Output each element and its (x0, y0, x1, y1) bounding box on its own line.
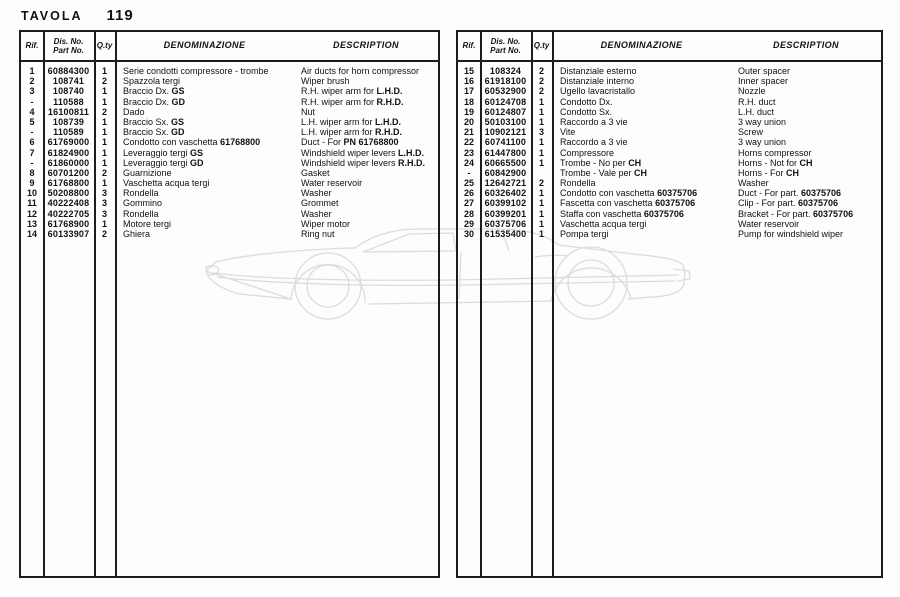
parts-table-right (456, 30, 883, 578)
table-row (458, 229, 881, 239)
desc-cell: 3 way union (738, 137, 787, 148)
qty-cell: 1 (538, 157, 544, 168)
part-no-header (43, 37, 94, 56)
part-cell: 108324 (489, 66, 522, 76)
desc-cell: Duct - For part. 60375706 (738, 188, 842, 199)
desc-cell: L.H. wiper arm for R.H.D. (301, 127, 403, 138)
desc-cell: R.H. wiper arm for R.H.D. (301, 96, 404, 107)
rif-cell: 27 (463, 198, 474, 209)
den-cell: Braccio Dx. GS (123, 86, 185, 97)
den-cell: Condotto Sx. (560, 106, 613, 117)
part-cell: 108739 (52, 116, 85, 127)
rif-cell: 12 (26, 208, 37, 219)
rif-cell: 8 (29, 167, 35, 178)
qty-cell: 1 (538, 96, 544, 107)
den-cell: Serie condotti compressore - trombe (123, 66, 269, 76)
den-cell: Gommino (123, 198, 163, 209)
table-row (21, 209, 438, 219)
part-cell: 60842900 (484, 167, 527, 178)
desc-cell: R.H. duct (738, 96, 776, 107)
den-cell: Distanziale interno (560, 76, 635, 87)
part-cell: 61918100 (484, 76, 527, 87)
qty-cell: 2 (101, 167, 107, 178)
rif-cell: 4 (29, 106, 35, 117)
column-divider (94, 32, 96, 576)
part-cell: 40222705 (47, 208, 90, 219)
qty-cell: 1 (101, 178, 107, 189)
dis-no-line: Dis. No. (53, 36, 84, 46)
rif-cell: 28 (463, 208, 474, 219)
rif-cell: 23 (463, 147, 474, 158)
column-divider (43, 32, 45, 576)
desc-cell: 3 way union (738, 116, 787, 127)
qty-cell: 1 (101, 218, 107, 229)
column-divider (480, 32, 482, 576)
part-cell: 16100811 (47, 106, 90, 117)
table-row (458, 188, 881, 198)
part-cell: 61768800 (47, 178, 90, 189)
denominazione-header: DENOMINAZIONE (163, 40, 246, 51)
den-cell: Vite (560, 127, 576, 138)
part-cell: 12642721 (484, 178, 527, 189)
rif-cell: 24 (463, 157, 474, 168)
part-cell: 61535400 (484, 229, 527, 239)
table-row (21, 229, 438, 239)
desc-cell: Wiper motor (301, 218, 351, 229)
qty-cell: 1 (538, 106, 544, 117)
part-cell: 50208800 (47, 188, 90, 199)
part-cell: 60326402 (484, 188, 527, 199)
tavola-label: TAVOLA (21, 9, 83, 23)
rif-cell: - (30, 127, 34, 138)
parts-table-left (19, 30, 440, 578)
desc-cell: Wiper brush (301, 76, 350, 87)
table-row (458, 178, 881, 188)
qty-cell (531, 168, 552, 178)
rif-cell: 29 (463, 218, 474, 229)
desc-cell: Clip - For part. 60375706 (738, 198, 839, 209)
desc-cell: Outer spacer (738, 66, 791, 76)
table-row (21, 137, 438, 147)
denominazione-header: DENOMINAZIONE (600, 40, 683, 51)
den-cell: Rondella (123, 208, 159, 219)
den-cell: Ghiera (123, 229, 151, 239)
den-cell: Staffa con vaschetta 60375706 (560, 208, 684, 219)
table-row (458, 158, 881, 168)
qty-cell: 2 (538, 178, 544, 189)
desc-cell: Bracket - For part. 60375706 (738, 208, 854, 219)
part-cell: 60741100 (484, 137, 527, 148)
den-cell: Trombe - No per CH (560, 157, 642, 168)
table-body-left (21, 62, 438, 239)
rif-cell: - (30, 157, 34, 168)
rif-cell: 7 (29, 147, 35, 158)
part-cell: 60701200 (47, 167, 90, 178)
rif-cell: 19 (463, 106, 474, 117)
part-cell: 110588 (53, 96, 84, 107)
rif-cell: 11 (27, 198, 37, 209)
page-title (21, 7, 134, 24)
desc-cell: Inner spacer (738, 76, 789, 87)
rif-cell: - (467, 167, 471, 178)
qty-cell: 1 (538, 229, 544, 239)
rif-cell: 22 (463, 137, 474, 148)
description-header: DESCRIPTION (773, 40, 839, 51)
rif-cell: 5 (29, 116, 35, 127)
table-row (458, 76, 881, 86)
rif-cell: 25 (463, 178, 474, 189)
desc-cell: Water reservoir (738, 218, 800, 229)
desc-cell: Air ducts for horn compressor (301, 66, 420, 76)
qty-cell: 1 (101, 157, 107, 168)
part-cell: 60133907 (47, 229, 90, 239)
table-row (21, 168, 438, 178)
den-cell: Motore tergi (123, 218, 172, 229)
table-row (458, 117, 881, 127)
part-cell: 60124807 (484, 106, 527, 117)
tavola-number: 119 (106, 7, 134, 24)
rif-cell: 2 (29, 76, 35, 87)
column-divider (552, 32, 554, 576)
qty-cell: 1 (538, 137, 544, 148)
qty-cell: 1 (101, 147, 107, 158)
den-cell: Vaschetta acqua tergi (123, 178, 210, 189)
den-cell: Rondella (123, 188, 159, 199)
rif-cell: 30 (463, 229, 474, 239)
qty-cell: 1 (538, 198, 544, 209)
desc-cell: Water reservoir (301, 178, 363, 189)
den-cell: Leveraggio tergi GS (123, 147, 204, 158)
part-cell: 60884300 (47, 66, 90, 76)
den-cell: Dado (123, 106, 145, 117)
part-cell: 61860000 (47, 157, 90, 168)
den-cell: Rondella (560, 178, 596, 189)
rif-header: Rif. (25, 41, 39, 51)
table-row (21, 198, 438, 208)
den-cell: Braccio Sx. GS (123, 116, 185, 127)
desc-cell: Ring nut (301, 229, 335, 239)
table-row (21, 148, 438, 158)
table-row (458, 97, 881, 107)
table-row (458, 137, 881, 147)
table-row (21, 107, 438, 117)
table-row (458, 209, 881, 219)
part-cell: 61447800 (484, 147, 527, 158)
rif-cell: 15 (463, 66, 474, 76)
part-cell: 60399102 (484, 198, 527, 209)
description-header: DESCRIPTION (333, 40, 399, 51)
part-cell: 61769000 (47, 137, 90, 148)
desc-cell: Screw (738, 127, 764, 138)
rif-cell: 16 (463, 76, 474, 87)
desc-cell: Washer (301, 188, 332, 199)
part-no-line: Part No. (490, 46, 521, 55)
qty-cell: 3 (101, 198, 107, 209)
table-header-right (458, 32, 881, 62)
den-cell: Raccordo a 3 vie (560, 137, 628, 148)
table-row (458, 219, 881, 229)
table-row (21, 188, 438, 198)
desc-cell: Washer (738, 178, 769, 189)
qty-cell: 2 (538, 76, 544, 87)
qty-cell: 2 (101, 106, 107, 117)
qty-cell: 2 (101, 76, 107, 87)
table-row (458, 66, 881, 76)
den-cell: Braccio Dx. GD (123, 96, 186, 107)
rif-cell: 3 (29, 86, 35, 97)
desc-cell: Nozzle (738, 86, 766, 97)
desc-cell: Windshield wiper levers L.H.D. (301, 147, 425, 158)
qty-cell: 3 (101, 188, 107, 199)
part-no-header (480, 37, 531, 56)
part-cell: 110589 (53, 127, 84, 138)
table-row (21, 178, 438, 188)
desc-cell: Grommet (301, 198, 339, 209)
rif-cell: 10 (26, 188, 37, 199)
table-header-left (21, 32, 438, 62)
table-row (458, 86, 881, 96)
den-cell: Guarnizione (123, 167, 172, 178)
rif-cell: 1 (29, 66, 35, 76)
part-cell: 60375706 (484, 218, 527, 229)
rif-header: Rif. (462, 41, 476, 51)
part-cell: 60399201 (484, 208, 527, 219)
column-divider (531, 32, 533, 576)
rif-cell: - (30, 96, 34, 107)
column-divider (115, 32, 117, 576)
qty-cell: 3 (101, 208, 107, 219)
table-row (21, 127, 438, 137)
table-row (21, 158, 438, 168)
desc-cell: Pump for windshield wiper (738, 229, 844, 239)
den-cell: Condotto con vaschetta 60375706 (560, 188, 698, 199)
part-cell: 60665500 (484, 157, 527, 168)
part-cell: 40222408 (47, 198, 90, 209)
part-cell: 50103100 (484, 116, 527, 127)
den-cell: Condotto con vaschetta 61768800 (123, 137, 261, 148)
qty-cell: 1 (538, 188, 544, 199)
desc-cell: Horns compressor (738, 147, 812, 158)
dis-no-line: Dis. No. (490, 36, 521, 46)
table-row (21, 117, 438, 127)
qty-cell: 1 (101, 96, 107, 107)
qty-cell: 2 (101, 229, 107, 239)
table-row (21, 66, 438, 76)
den-cell: Vaschetta acqua tergi (560, 218, 647, 229)
den-cell: Spazzola tergi (123, 76, 181, 87)
desc-cell: Horns - Not for CH (738, 157, 813, 168)
den-cell: Trombe - Vale per CH (560, 167, 648, 178)
den-cell: Pompa tergi (560, 229, 609, 239)
table-row (21, 97, 438, 107)
qty-cell: 1 (538, 116, 544, 127)
qty-cell: 1 (101, 86, 107, 97)
part-cell: 60532900 (484, 86, 527, 97)
table-row (458, 148, 881, 158)
part-cell: 60124708 (484, 96, 527, 107)
rif-cell: 17 (463, 86, 474, 97)
table-row (458, 168, 881, 178)
qty-cell: 1 (538, 208, 544, 219)
rif-cell: 9 (29, 178, 35, 189)
rif-cell: 18 (463, 96, 474, 107)
part-cell: 10902121 (484, 127, 527, 138)
desc-cell: R.H. wiper arm for L.H.D. (301, 86, 403, 97)
desc-cell: Gasket (301, 167, 330, 178)
den-cell: Compressore (560, 147, 615, 158)
rif-cell: 14 (26, 229, 37, 239)
rif-cell: 13 (26, 218, 37, 229)
qty-cell: 1 (101, 137, 107, 148)
den-cell: Leveraggio tergi GD (123, 157, 204, 168)
den-cell: Condotto Dx. (560, 96, 613, 107)
table-row (458, 107, 881, 117)
qty-header: Q.ty (533, 41, 550, 51)
table-row (21, 219, 438, 229)
table-row (458, 127, 881, 137)
qty-cell: 2 (538, 66, 544, 76)
qty-cell: 1 (101, 127, 107, 138)
table-body-right (458, 62, 881, 239)
part-cell: 108740 (52, 86, 85, 97)
qty-cell: 1 (101, 116, 107, 127)
rif-cell: 20 (463, 116, 474, 127)
qty-cell: 2 (538, 86, 544, 97)
qty-cell: 1 (538, 218, 544, 229)
den-cell: Distanziale esterno (560, 66, 637, 76)
table-row (21, 76, 438, 86)
desc-cell: Windshield wiper levers R.H.D. (301, 157, 426, 168)
part-no-line: Part No. (53, 46, 84, 55)
desc-cell: Horns - For CH (738, 167, 800, 178)
desc-cell: Nut (301, 106, 316, 117)
table-row (458, 198, 881, 208)
part-cell: 61768900 (47, 218, 90, 229)
qty-cell: 3 (538, 127, 544, 138)
den-cell: Raccordo a 3 vie (560, 116, 628, 127)
rif-cell: 21 (463, 127, 474, 138)
desc-cell: Duct - For PN 61768800 (301, 137, 399, 148)
den-cell: Braccio Sx. GD (123, 127, 185, 138)
qty-cell: 1 (101, 66, 107, 76)
den-cell: Fascetta con vaschetta 60375706 (560, 198, 696, 209)
part-cell: 108741 (52, 76, 85, 87)
qty-cell: 1 (538, 147, 544, 158)
rif-cell: 6 (29, 137, 35, 148)
desc-cell: L.H. duct (738, 106, 775, 117)
part-cell: 61824900 (47, 147, 90, 158)
qty-header: Q.ty (96, 41, 113, 51)
den-cell: Ugello lavacristallo (560, 86, 636, 97)
table-row (21, 86, 438, 96)
desc-cell: L.H. wiper arm for L.H.D. (301, 116, 402, 127)
rif-cell: 26 (463, 188, 474, 199)
desc-cell: Washer (301, 208, 332, 219)
